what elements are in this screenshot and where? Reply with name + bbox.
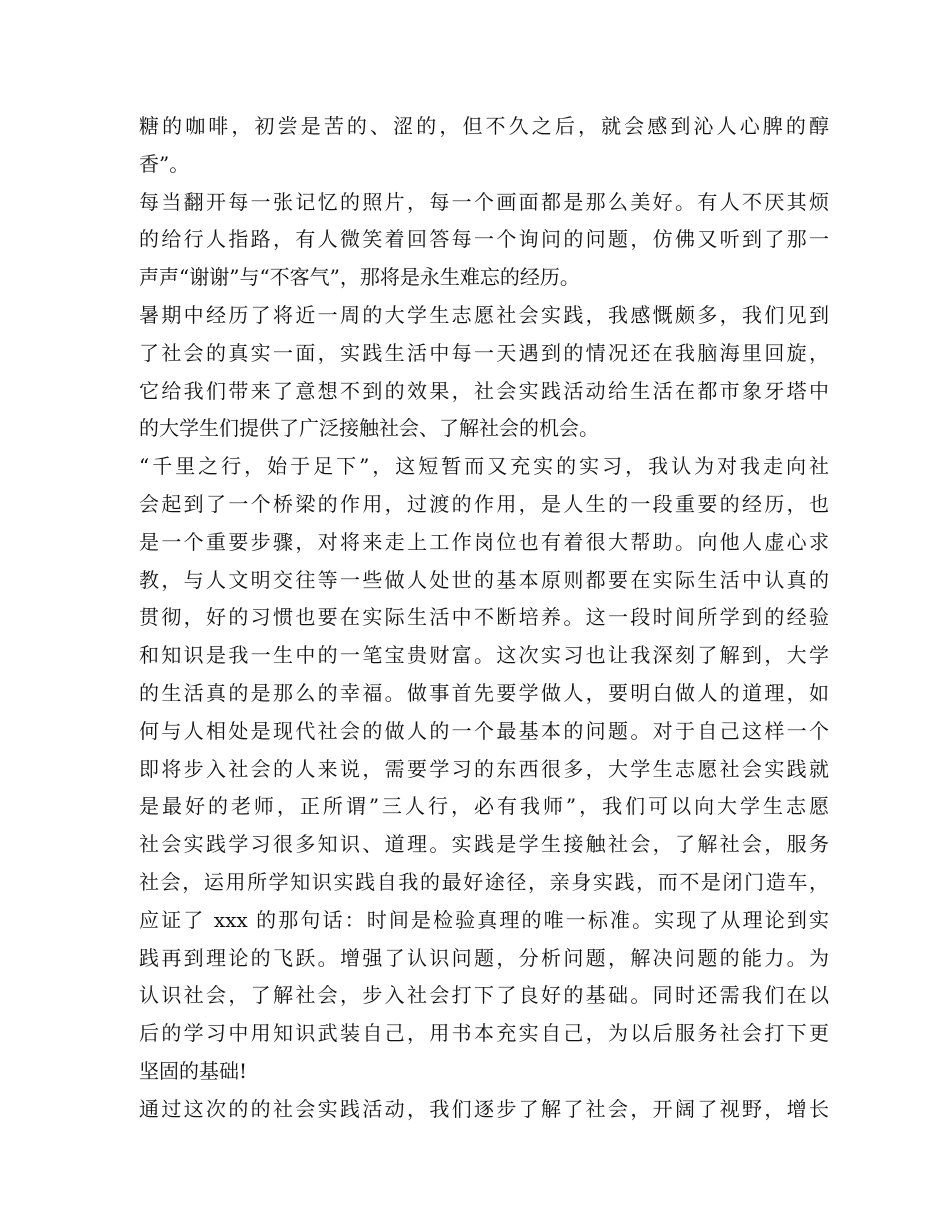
text-line: 践再到理论的飞跃。增强了认识问题，分析问题，解决问题的能力。为 [139, 945, 829, 970]
text-line: 暑期中经历了将近一周的大学生志愿社会实践，我感慨颇多，我们见到 [139, 302, 829, 327]
text-line: 每当翻开每一张记忆的照片，每一个画面都是那么美好。有人不厌其烦 [139, 189, 829, 214]
text-line: 糖的咖啡，初尝是苦的、涩的，但不久之后，就会感到沁人心脾的醇 [139, 114, 829, 138]
text-line: 后的学习中用知识武装自己，用书本充实自己，为以后服务社会打下更 [139, 1021, 829, 1046]
text-line: 应证了 xxx 的那句话：时间是检验真理的唯一标准。实现了从理论到实 [139, 907, 829, 932]
text-line: 社会实践学习很多知识、道理。实践是学生接触社会，了解社会，服务 [139, 832, 829, 857]
text-line: 即将步入社会的人来说，需要学习的东西很多，大学生志愿社会实践就 [139, 756, 829, 781]
text-line: 通过这次的的社会实践活动，我们逐步了解了社会，开阔了视野，增长 [139, 1096, 829, 1121]
text-line: 是一个重要步骤，对将来走上工作岗位也有着很大帮助。向他人虚心求 [139, 529, 829, 554]
text-line: 了社会的真实一面，实践生活中每一天遇到的情况还在我脑海里回旋， [139, 340, 829, 365]
document-body [139, 108, 829, 1129]
text-line: 和知识是我一生中的一笔宝贵财富。这次实习也让我深刻了解到，大学 [139, 643, 829, 668]
text-line: 它给我们带来了意想不到的效果，社会实践活动给生活在都市象牙塔中 [139, 378, 829, 403]
text-line: 声声“谢谢”与“不客气”，那将是永生难忘的经历。 [139, 265, 580, 290]
text-line: “千里之行，始于足下”，这短暂而又充实的实习，我认为对我走向社 [139, 454, 829, 479]
text-line: 的生活真的是那么的幸福。做事首先要学做人，要明白做人的道理，如 [139, 680, 829, 705]
text-line: 社会，运用所学知识实践自我的最好途径，亲身实践，而不是闭门造车， [139, 869, 829, 894]
text-line: 的大学生们提供了广泛接触社会、了解社会的机会。 [139, 416, 599, 441]
text-line: 的给行人指路，有人微笑着回答每一个询问的问题，仿佛又听到了那一 [139, 227, 829, 252]
text-line: 会起到了一个桥梁的作用，过渡的作用，是人生的一段重要的经历，也 [139, 491, 829, 516]
text-line: 是最好的老师，正所谓”三人行，必有我师”，我们可以向大学生志愿 [139, 794, 829, 819]
text-line: 何与人相处是现代社会的做人的一个最基本的问题。对于自己这样一个 [139, 718, 829, 743]
text-line: 香”。 [139, 151, 190, 176]
text-line: 认识社会，了解社会，步入社会打下了良好的基础。同时还需我们在以 [139, 983, 829, 1008]
text-line: 教，与人文明交往等一些做人处世的基本原则都要在实际生活中认真的 [139, 567, 829, 592]
text-line: 坚固的基础! [139, 1058, 248, 1083]
text-line: 贯彻，好的习惯也要在实际生活中不断培养。这一段时间所学到的经验 [139, 605, 829, 630]
